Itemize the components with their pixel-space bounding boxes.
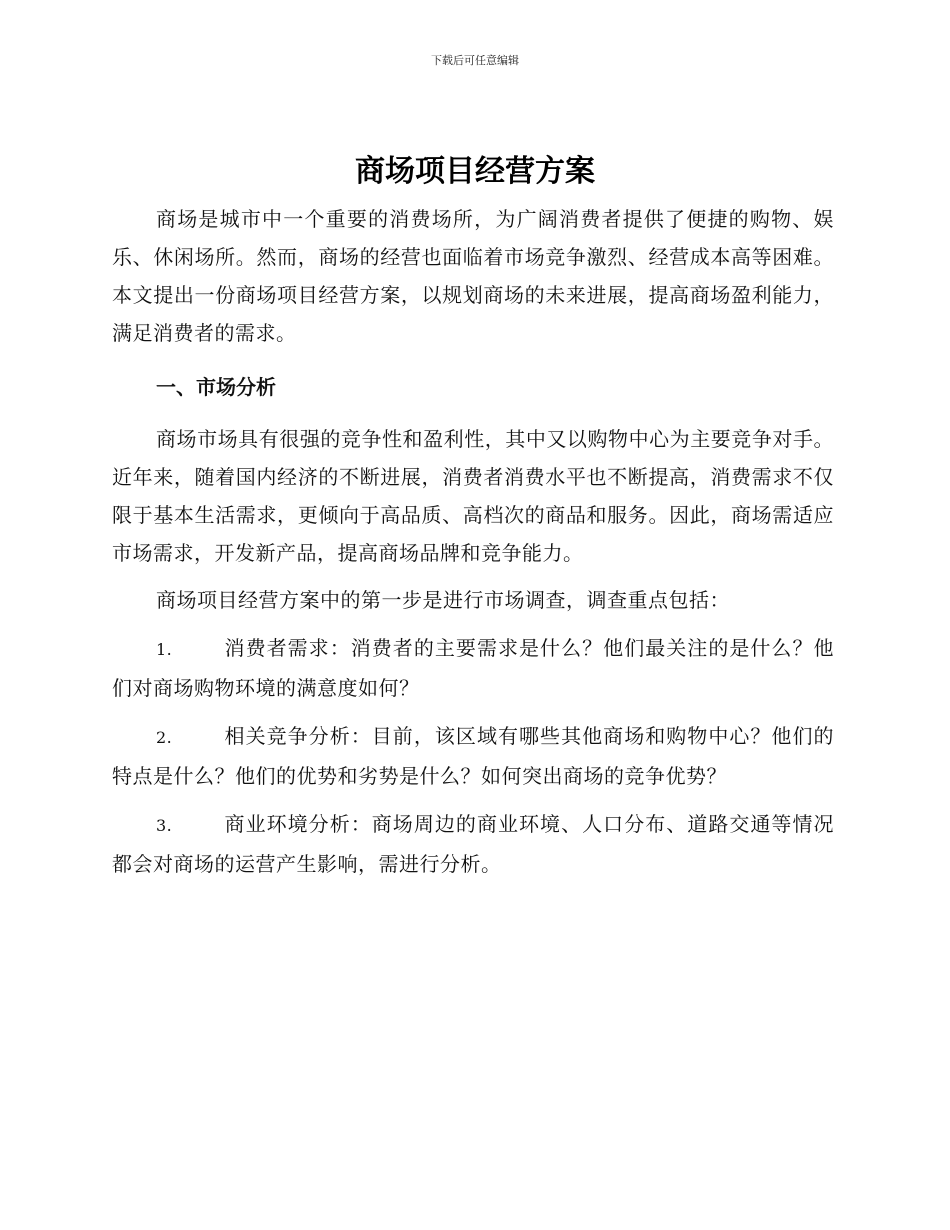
list-item-number: 1. [156,640,173,659]
list-item-text: 商业环境分析：商场周边的商业环境、人口分布、道路交通等情况都会对商场的运营产生影响，需进行分析。 [112,812,834,876]
list-item-consumer-needs [112,629,834,707]
list-item-text: 相关竞争分析：目前，该区域有哪些其他商场和购物中心？他们的特点是什么？他们的优势和劣势是什么？如何突出商场的竞争优势？ [112,724,834,788]
header-note: 下载后可任意编辑 [431,54,519,67]
intro-paragraph: 商场是城市中一个重要的消费场所，为广阔消费者提供了便捷的购物、娱乐、休闲场所。然而，商场的经营也面临着市场竞争激烈、经营成本高等困难。本文提出一份商场项目经营方案，以规划商场的未来进展，提高商场盈利能力，满足消费者的需求。 [112,207,834,345]
document-title: 商场项目经营方案 [355,154,595,189]
survey-intro-paragraph: 商场项目经营方案中的第一步是进行市场调查，调查重点包括： [156,588,730,612]
list-item-number: 2. [156,728,173,747]
list-item-text: 消费者需求：消费者的主要需求是什么？他们最关注的是什么？他们对商场购物环境的满意度如何？ [112,636,834,700]
list-item-competition-analysis [112,717,834,795]
market-analysis-paragraph: 商场市场具有很强的竞争性和盈利性，其中又以购物中心为主要竞争对手。近年来，随着国内经济的不断进展，消费者消费水平也不断提高，消费需求不仅限于基本生活需求，更倾向于高品质、高档次的商品和服务。因此，商场需适应市场需求，开发新产品，提高商场品牌和竞争能力。 [112,427,834,565]
list-item-business-environment [112,805,834,883]
document-body [112,200,834,883]
list-item-number: 3. [156,816,173,835]
section-heading-market-analysis: 一、市场分析 [156,375,276,399]
